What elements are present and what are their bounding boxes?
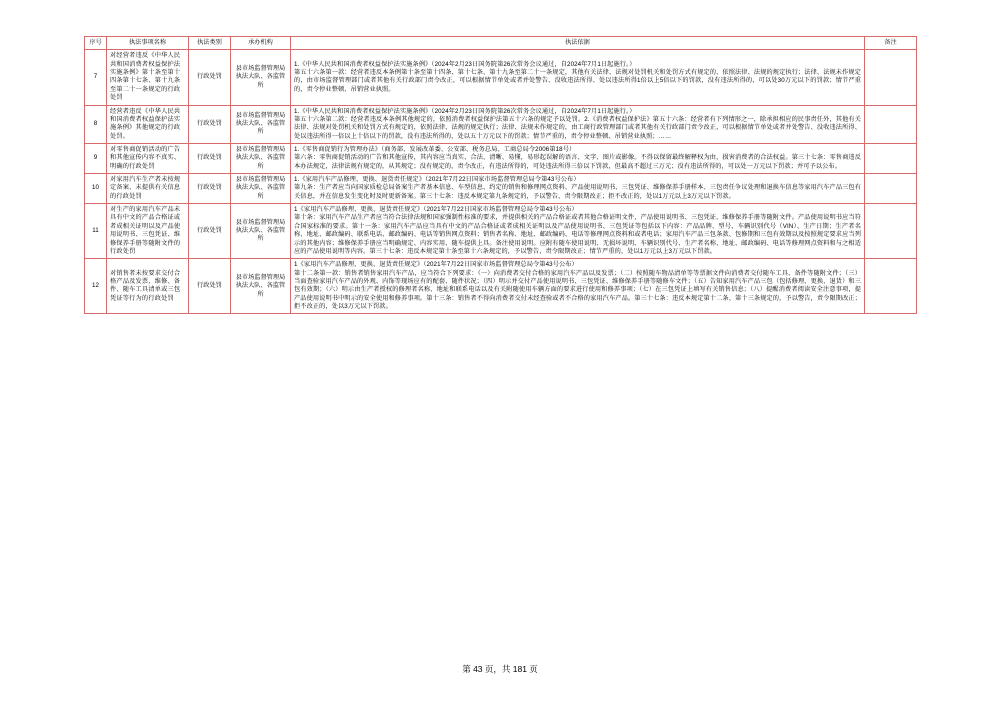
enforcement-items-table [84,36,917,314]
column-header-org: 承办机构 [231,37,291,50]
basis-paragraph: 1.《中华人民共和国消费者权益保护法实施条例》（2024年2月23日国务院第26次常务会议通过，自2024年7月1日起施行。） [294,107,636,115]
table-header-row [85,37,917,50]
column-header-seq: 序号 [85,37,107,50]
cell-type: 行政处罚 [189,105,231,143]
basis-paragraph: 第十条：家用汽车产品生产者应当符合法律法规和国家强制性标准的要求，并提供相关的产品合格证或者其他合格证明文件，产品使用说明书、三包凭证、维修保养手册等随附文件。产品使用说明书应当符合国家标准的要求。第十一条：家用汽车产品应当具有中文的产品合格证或者成相关证明以及产品使用说明书、三包凭证等包括以下内容：产品品牌、型号、车辆识别代号（VIN）、生产日期；生产者名称、地址、邮政编码、联系电话、邮政编码、电话等销售网点资料；销售者名称、地址、邮政编码、电话等修理网点资料和或者电话；家用汽车产品三包条款、包修期和三包有效期以及按照规定要求应当列示的其他内容；维修保养手册应当明确规定、内容实用、随车提供上具。备注使用说明。应附有随车使用说明、无损坏说明、车辆识别代号、生产者名称、地址、邮政编码、电话等修理网点资料和与之相适应的产品使用说明等内容。第三十七条：违反本规定第十条至第十六条规定的，予以警告，责令限期改正；情节严重的，处以1万元以上3万元以下罚款。 [294,214,861,255]
cell-type: 行政处罚 [189,143,231,173]
cell-basis [291,143,865,173]
cell-seq: 9 [85,143,107,173]
cell-remark [865,143,917,173]
cell-type: 行政处罚 [189,50,231,105]
cell-remark [865,50,917,105]
cell-basis [291,204,865,259]
basis-paragraph: 第十二条第一款：销售者销售家用汽车产品，应当符合下列要求：（一）向消费者交付合格的家用汽车产品以及发票；（二）按照随车物品清单等等票据文件向消费者交付随车工具、备件等随附文件；（三）当面查验家用汽车产品的外观、内饰等现场应有的配套、随件状况；（四）明示并交付产品使用说明书、三包凭证、维修保养手册等随修车文件；（五）告知家用汽车产品三包（包括修理、更换、退货）和三包有效期；（六）明示由生产者授权的修理者名称、地址和联系电话以及有关附随使用车辆方面的要求进行使用和修养事项；（七）在三包凭证上填写有关销售信息；（八）提醒消费者阅读安全注意事项，提产品使用说明书中明示的安全使用和修养事项。第十三条：销售者不得向消费者交付未经查验或者不合格的家用汽车产品。第三十七条：违反本规定第十二条、第十三条规定的，予以警告，责令限期改正；拒不改正的，处以3万元以下罚款。 [294,269,861,311]
cell-org: 县市场监督管理局执法大队、各监管所 [231,174,291,204]
cell-item-name: 对家用汽车生产者未按规定备案、未提供有关信息的行政处罚 [107,174,189,204]
cell-basis [291,105,865,143]
cell-item-name: 对经营者违反《中华人民共和国消费者权益保护法实施条例》第十条至第十四条第十七条、第十九条至第二十一条规定的行政处罚 [107,50,189,105]
basis-paragraph: 第五十六条第一款：经营者违反本条例第十条至第十四条、第十七条、第十九条至第二十一条规定，其他有关法律、法规对处罚机关和处罚方式有规定的，依照法律、法规的规定执行；法律、法规未作规定的，由市场监督管理部门或者其他有关行政部门责令改正，可以根据情节单处或者并处警告、没收违法所得、处以违法所得1倍以上5倍以下的罚款，没有违法所得的，可以处30万元以下的罚款；情节严重的，责令停业整顿、吊销营业执照。 [294,69,861,93]
cell-type: 行政处罚 [189,259,231,314]
column-header-name: 执法事项名称 [107,37,189,50]
cell-seq: 7 [85,50,107,105]
cell-basis [291,174,865,204]
basis-paragraph: 第六条：零售商促销活动的广告和其他宣传，其内容应当真实、合法、清晰、易懂，易形起误解的语言、文字、图片或影像。不得以保留最终解释权为由，损害消费者的合法权益。第三十七条：零售商违反本办法规定，法律法规有规定的，从其规定；没有规定的，责令改正，有违法所得的，可处违法所得三倍以下罚款，但最高不超过三万元；没有违法所得的，可以处一万元以下罚款；并可予以公布。 [294,154,861,170]
table-row [85,204,917,259]
table-row [85,105,917,143]
page-footer: 第 43 页，共 181 页 [462,664,538,674]
cell-item-name: 对零售商促销活动的广告和其他宣传内容不真实、明确的行政处罚 [107,143,189,173]
table-row [85,174,917,204]
column-header-basis: 执法依据 [291,37,865,50]
basis-paragraph: 1《家用汽车产品修理、更换、退货责任规定》（2021年7月22日国家市场监督管理总局令第43号公布） [294,261,578,269]
cell-remark [865,259,917,314]
cell-org: 县市场监督管理局执法大队、各监管所 [231,204,291,259]
cell-remark [865,174,917,204]
cell-item-name: 对销售者未按要求交付合格产品及发票、维修、备件、随车工具清单或三包凭证等行为的行政处罚 [107,259,189,314]
cell-remark [865,105,917,143]
basis-paragraph: 1《家用汽车产品修理、更换、退货责任规定》（2021年7月22日国家市场监督管理总局令第43号公布） [294,206,578,214]
cell-org: 县市场监督管理局执法大队、各监管所 [231,50,291,105]
cell-item-name: 经营者违反《中华人民共和国消费者权益保护法实施条例》其他规定的行政处罚。 [107,105,189,143]
column-header-type: 执法类别 [189,37,231,50]
cell-org: 县市场监督管理局执法大队、各监管所 [231,105,291,143]
cell-seq: 8 [85,105,107,143]
cell-seq: 12 [85,259,107,314]
basis-paragraph: 第五十六条第二款：经营者违反本条例其他规定的，依照消费者权益保护法第五十六条的规定予以处罚。2.《消费者权益保护法》第五十六条：经营者有下列情形之一，除承担相应的民事责任外，其他有关法律、法规对处罚机关和处罚方式有规定的，依照法律、法规的规定执行；法律、法规未作规定的，由工商行政管理部门或者其他有关行政部门责令改正，可以根据情节单处或者并处警告、没收违法所得、处以违法所得一倍以上十倍以下的罚款，没有违法所得的，处以五十万元以下的罚款；情节严重的，责令停业整顿、吊销营业执照；…… [294,115,861,140]
table-row [85,259,917,314]
cell-seq: 10 [85,174,107,204]
cell-type: 行政处罚 [189,204,231,259]
basis-paragraph: 1.《家用汽车产品修理、更换、退货责任规定》（2021年7月22日国家市场监督管理总局令第43号公布） [294,176,580,184]
cell-remark [865,204,917,259]
basis-paragraph: 1.《零售商促销行为管理办法》（商务部、发展改革委、公安部、税务总局、工商总局令2006第18号） [294,145,576,153]
cell-basis [291,50,865,105]
cell-item-name: 对生产的家用汽车产品未具有中文的产品合格证或者成相关证明以及产品使用说明书、三包凭证、维修保养手册等随附文件的行政处罚 [107,204,189,259]
cell-seq: 11 [85,204,107,259]
cell-org: 县市场监督管理局执法大队、各监管所 [231,259,291,314]
cell-basis [291,259,865,314]
basis-paragraph: 第九条：生产者应当向国家质检总局备案生产者基本信息、车型信息、约定的销售和修理网点资料、产品使用说明书、三包凭证、维修保养手册样本、三包责任争议处理和退换车信息等家用汽车产品三包有关信息，并在信息发生变化时及时更新备案。第三十七条：违反本规定第九条规定的，予以警告，责令限期改正；拒不改正的，处以1万元以上3万元以下罚款。 [294,184,861,200]
table-row [85,50,917,105]
table-row [85,143,917,173]
cell-type: 行政处罚 [189,174,231,204]
cell-org: 县市场监督管理局执法大队、各监管所 [231,143,291,173]
column-header-remark: 备注 [865,37,917,50]
basis-paragraph: 1.《中华人民共和国消费者权益保护法实施条例》（2024年2月23日国务院第26次常务会议通过，自2024年7月1日起施行。） [294,60,636,68]
